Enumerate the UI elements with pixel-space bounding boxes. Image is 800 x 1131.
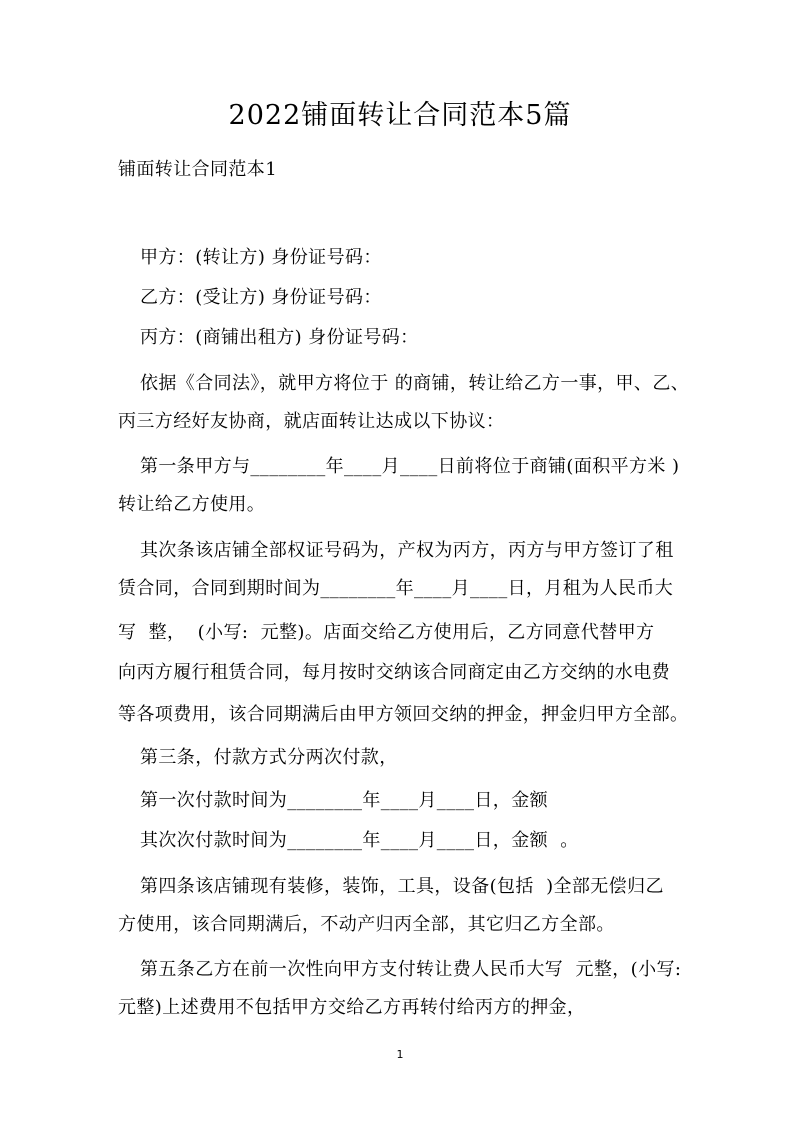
paragraph-line: 第五条乙方在前一次性向甲方支付转让费人民币大写 元整，(小写: xyxy=(140,959,682,980)
paragraph-line: 向丙方履行租赁合同，每月按时交纳该合同商定由乙方交纳的水电费 xyxy=(118,662,670,683)
paragraph-line: 赁合同，合同到期时间为________年____月____日，月租为人民币大 xyxy=(118,578,674,599)
section-heading: 铺面转让合同范本1 xyxy=(118,159,278,180)
page-number: 1 xyxy=(396,1048,404,1061)
paragraph-line: 丙三方经好友协商，就店面转让达成以下协议： xyxy=(118,411,505,432)
paragraph-line: 第一次付款时间为________年____月____日，金额 xyxy=(140,790,548,811)
paragraph-line: 依据《合同法》，就甲方将位于 的商铺，转让给乙方一事，甲、乙、 xyxy=(140,373,690,394)
paragraph-line: 其次条该店铺全部权证号码为，产权为丙方，丙方与甲方签订了租 xyxy=(140,540,674,561)
paragraph-line: 写 整， (小写: 元整)。店面交给乙方使用后，乙方同意代替甲方 xyxy=(118,622,655,643)
party-a-line: 甲方：(转让方) 身份证号码： xyxy=(140,247,382,268)
paragraph-line: 第三条，付款方式分两次付款， xyxy=(140,747,398,768)
document-title: 2022铺面转让合同范本5篇 xyxy=(228,100,572,131)
paragraph-line: 转让给乙方使用。 xyxy=(118,494,266,515)
party-c-line: 丙方：(商铺出租方) 身份证号码： xyxy=(140,327,419,348)
paragraph-line: 第一条甲方与________年____月____日前将位于商铺(面积平方米 ) xyxy=(140,456,680,477)
paragraph-line: 其次次付款时间为________年____月____日，金额 。 xyxy=(140,830,579,851)
paragraph-line: 第四条该店铺现有装修，装饰，工具，设备(包括 )全部无偿归乙 xyxy=(140,876,664,897)
paragraph-line: 等各项费用，该合同期满后由甲方领回交纳的押金，押金归甲方全部。 xyxy=(118,704,689,725)
paragraph-line: 方使用，该合同期满后，不动产归丙全部，其它归乙方全部。 xyxy=(118,914,615,935)
party-b-line: 乙方：(受让方) 身份证号码： xyxy=(140,287,382,308)
paragraph-line: 元整)上述费用不包括甲方交给乙方再转付给丙方的押金， xyxy=(118,997,586,1018)
